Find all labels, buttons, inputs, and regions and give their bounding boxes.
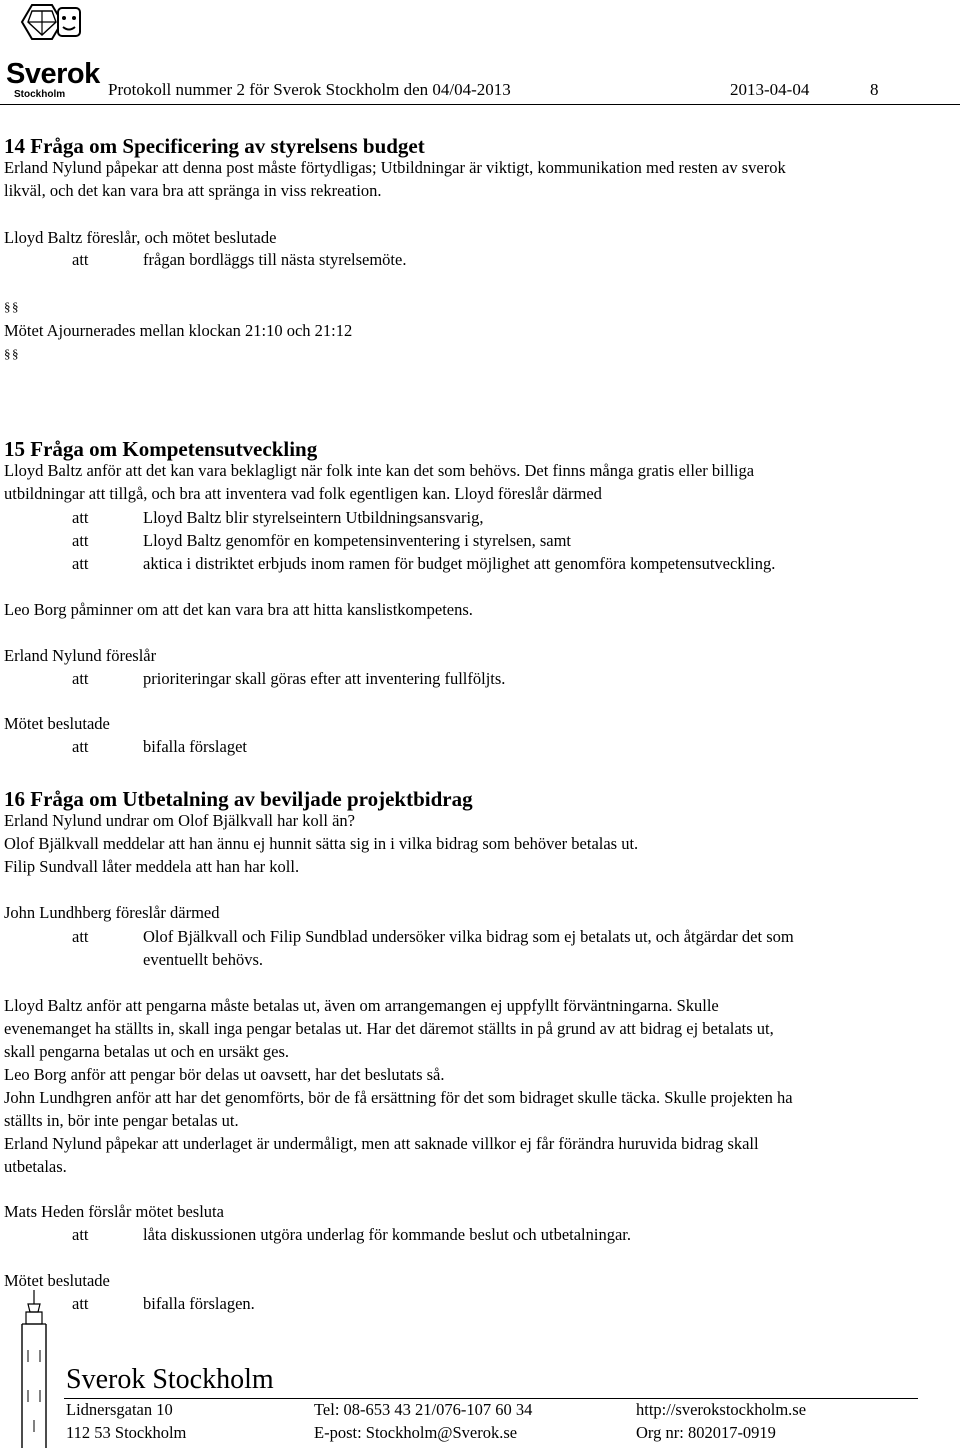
footer-phone: Tel: 08-653 43 21/076-107 60 34 [314, 1400, 533, 1419]
resolution-text: Lloyd Baltz genomför en kompetensinventering i styrelsen, samt [143, 531, 571, 550]
resolution-text: eventuellt behövs. [143, 950, 264, 969]
section-mark: § [12, 299, 19, 314]
paragraph: Erland Nylund föreslår [4, 646, 157, 665]
paragraph: Olof Bjälkvall meddelar att han ännu ej hunnit sätta sig in i vilka bidrag som behöver betalas ut. [4, 834, 639, 853]
city-hall-tower-icon [8, 1290, 60, 1448]
footer-rule [64, 1398, 918, 1399]
header-rule [0, 104, 960, 105]
paragraph: Mötet beslutade [4, 1271, 110, 1290]
paragraph: Erland Nylund undrar om Olof Bjälkvall har koll än? [4, 811, 355, 830]
resolution-text: Lloyd Baltz blir styrelseintern Utbildningsansvarig, [143, 508, 484, 527]
resolution-text: bifalla förslagen. [143, 1294, 255, 1313]
logo-subtitle: Stockholm [14, 89, 66, 100]
section-mark: § [12, 346, 19, 361]
paragraph: Mats Heden förslår mötet besluta [4, 1202, 224, 1221]
footer-organisation: Sverok Stockholm [66, 1364, 274, 1395]
resolution-text: Olof Bjälkvall och Filip Sundblad undersöker vilka bidrag som ej betalats ut, och åtgärdar det som [143, 927, 794, 946]
footer-email: E-post: Stockholm@Sverok.se [314, 1423, 518, 1442]
paragraph: Mötet Ajournerades mellan klockan 21:10 och 21:12 [4, 321, 353, 340]
resolution-text: prioriteringar skall göras efter att inventering fullföljts. [143, 669, 506, 688]
paragraph: likväl, och det kan vara bra att spränga in viss rekreation. [4, 181, 382, 200]
document-date: 2013-04-04 [730, 80, 810, 99]
paragraph: utbetalas. [4, 1157, 67, 1176]
logo-wordmark: Sverok [6, 58, 100, 90]
att-label: att [72, 669, 89, 688]
att-label: att [72, 250, 89, 269]
page-number: 8 [870, 80, 879, 99]
paragraph: Mötet beslutade [4, 714, 110, 733]
paragraph: Leo Borg påminner om att det kan vara bra att hitta kanslistkompetens. [4, 600, 473, 619]
resolution-text: låta diskussionen utgöra underlag för kommande beslut och utbetalningar. [143, 1225, 632, 1244]
paragraph: John Lundhberg föreslår därmed [4, 903, 220, 922]
att-label: att [72, 508, 89, 527]
att-label: att [72, 737, 89, 756]
paragraph: utbildningar att tillgå, och bra att inventera vad folk egentligen kan. Lloyd föreslår därmed [4, 484, 602, 503]
resolution-text: aktica i distriktet erbjuds inom ramen för budget möjlighet att genomföra kompetensutveckling. [143, 554, 776, 573]
att-label: att [72, 554, 89, 573]
paragraph: Lloyd Baltz anför att det kan vara beklagligt när folk inte kan det som behövs. Det finns många gratis eller billiga [4, 461, 755, 480]
section-15-heading: 15 Fråga om Kompetensutveckling [4, 437, 318, 461]
resolution-text: frågan bordläggs till nästa styrelsemöte. [143, 250, 407, 269]
paragraph: ställts in, bör inte pengar betalas ut. [4, 1111, 239, 1130]
paragraph: Lloyd Baltz föreslår, och mötet beslutade [4, 228, 277, 247]
paragraph: evenemanget ha ställts in, skall inga pengar betalas ut. Har det däremot ställts in på grund av att bidrag ej betalats ut, [4, 1019, 774, 1038]
resolution-text: bifalla förslaget [143, 737, 247, 756]
paragraph: Filip Sundvall låter meddela att han har koll. [4, 857, 300, 876]
footer-street: Lidnersgatan 10 [66, 1400, 173, 1419]
footer-website: http://sverokstockholm.se [636, 1400, 807, 1419]
document-title: Protokoll nummer 2 för Sverok Stockholm den 04/04-2013 [108, 80, 511, 99]
paragraph: skall pengarna betalas ut och en ursäkt ges. [4, 1042, 289, 1061]
paragraph: Leo Borg anför att pengar bör delas ut oavsett, har det beslutats så. [4, 1065, 445, 1084]
paragraph: John Lundhgren anför att har det genomförts, bör de få ersättning för det som bidraget skulle täcka. Skulle projekten ha [4, 1088, 793, 1107]
section-mark: § [4, 299, 11, 314]
att-label: att [72, 1294, 89, 1313]
footer-org-number: Org nr: 802017-0919 [636, 1423, 776, 1442]
footer-city: 112 53 Stockholm [66, 1423, 187, 1442]
paragraph: Lloyd Baltz anför att pengarna måste betalas ut, även om arrangemangen ej uppfyllt förväntningarna. Skulle [4, 996, 719, 1015]
section-14-heading: 14 Fråga om Specificering av styrelsens budget [4, 134, 425, 158]
paragraph: Erland Nylund påpekar att denna post måste förtydligas; Utbildningar är viktigt, kommunikation med resten av sverok [4, 158, 786, 177]
paragraph: Erland Nylund påpekar att underlaget är undermåligt, men att saknade villkor ej får förändra huruvida bidrag skall [4, 1134, 759, 1153]
att-label: att [72, 1225, 89, 1244]
att-label: att [72, 927, 89, 946]
section-16-heading: 16 Fråga om Utbetalning av beviljade projektbidrag [4, 787, 473, 811]
att-label: att [72, 531, 89, 550]
section-mark: § [4, 346, 11, 361]
